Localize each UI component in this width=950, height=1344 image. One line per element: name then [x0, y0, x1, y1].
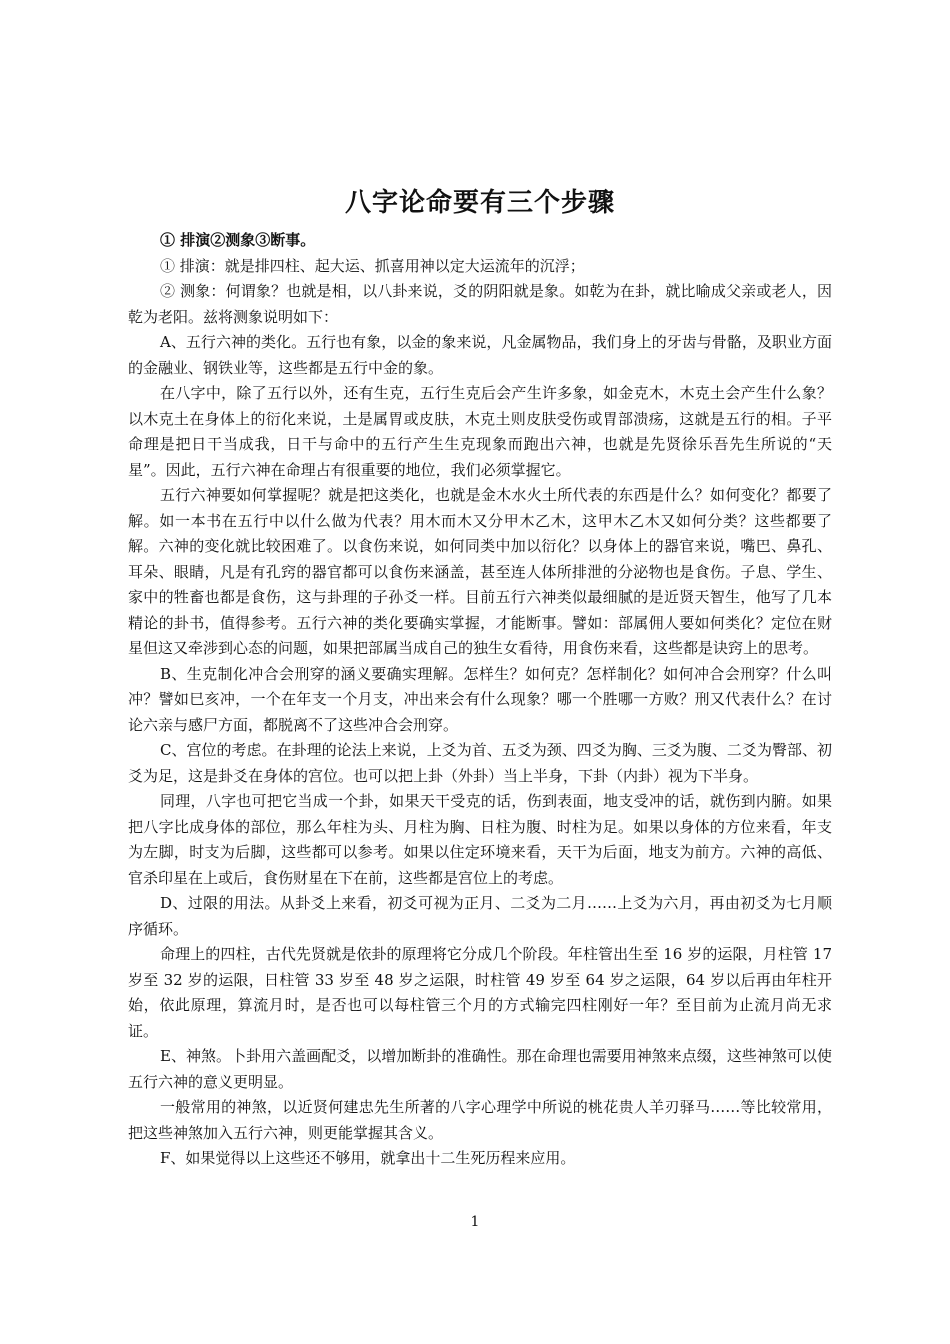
paragraph-paiyan: ① 排演：就是排四柱、起大运、抓喜用神以定大运流年的沉浮；: [160, 256, 585, 275]
paragraph-sizhu-yunxian: 命理上的四柱，古代先贤就是依卦的原理将它分成几个阶段。年柱管出生至 16 岁的运限，月柱管 17 岁至 32 岁的运限，日柱管 33 岁至 48 岁之运限，时柱管 49 岁至 64 岁之运限，64 岁以后再由年柱开始，依此原理，算流月时，是否也可以每柱管三个月的方式输完四柱刚好一年？至目前为止流月尚无求证。: [128, 945, 832, 1040]
paragraph-section-c: C、宫位的考虑。在卦理的论法上来说，上爻为首、五爻为颈、四爻为胸、三爻为腹、二爻为臀部、初爻为足，这是卦爻在身体的宫位。也可以把上卦（外卦）当上半身，下卦（内卦）视为下半身。: [128, 741, 832, 785]
paragraph-steps-summary: ① 排演②测象③断事。: [160, 231, 316, 249]
page-body: [128, 183, 832, 1172]
paragraph-section-a: A、五行六神的类化。五行也有象，以金的象来说，凡金属物品，我们身上的牙齿与骨骼，及职业方面的金融业、钢铁业等，这些都是五行中金的象。: [128, 333, 832, 377]
paragraph-liushen-lei: 五行六神要如何掌握呢？就是把这类化，也就是金木水火土所代表的东西是什么？如何变化？都要了解。如一本书在五行中以什么做为代表？用木而木又分甲木乙木，这甲木乙木又如何分类？这些都要了解。六神的变化就比较困难了。以食伤来说，如何同类中加以衍化？以身体上的器官来说，嘴巴、鼻孔、耳朵、眼睛，凡是有孔窍的器官都可以食伤来涵盖，甚至连人体所排泄的分泌物也是食伤。子息、学生、家中的牲畜也都是食伤，这与卦理的子孙爻一样。目前五行六神类似最细腻的是近贤天智生，他写了几本精论的卦书，值得参考。五行六神的类化要确实掌握，才能断事。譬如：部属佣人要如何类化？定位在财星但这又牵涉到心态的问题，如果把部属当成自己的独生女看待，用食伤来看，这些都是诀窍上的思考。: [128, 486, 832, 657]
paragraph-section-b: B、生克制化冲合会刑穿的涵义要确实理解。怎样生？如何克？怎样制化？如何冲合会刑穿？什么叫冲？譬如巳亥冲，一个在年支一个月支，冲出来会有什么现象？哪一个胜哪一方败？刑又代表什么？在讨论六亲与感尸方面，都脱离不了这些冲合会刑穿。: [128, 664, 832, 734]
paragraph-cexiang: ② 测象：何谓象？也就是相，以八卦来说，爻的阴阳就是象。如乾为在卦，就比喻成父亲或老人，因乾为老阳。兹将测象说明如下：: [128, 282, 832, 326]
page-number: 1: [470, 1214, 480, 1230]
paragraph-section-f: F、如果觉得以上这些还不够用，就拿出十二生死历程来应用。: [160, 1149, 576, 1167]
paragraph-section-e: E、神煞。卜卦用六盖画配爻，以增加断卦的准确性。那在命理也需要用神煞来点缀，这些神煞可以使五行六神的意义更明显。: [128, 1047, 832, 1091]
paragraph-gongwei: 同理，八字也可把它当成一个卦，如果天干受克的话，伤到表面，地支受冲的话，就伤到内腑。如果把八字比成身体的部位，那么年柱为头、月柱为胸、日柱为腹、时柱为足。如果以身体的方位来看，年支为左脚，时支为后脚，这些都可以参考。如果以住定环境来看，天干为后面，地支为前方。六神的高低、官杀印星在上或后，食伤财星在下在前，这些都是宫位上的考虑。: [128, 792, 832, 887]
page-title: 八字论命要有三个步骤: [344, 188, 615, 218]
paragraph-section-d: D、过限的用法。从卦爻上来看，初爻可视为正月、二爻为二月……上爻为六月，再由初爻为七月顺序循环。: [128, 894, 832, 938]
paragraph-wuxing-shengke: 在八字中，除了五行以外，还有生克，五行生克后会产生许多象，如金克木，木克土会产生什么象？以木克土在身体上的衍化来说，土是属胃或皮肤，木克土则皮肤受伤或胃部溃疡，这就是五行的相。子平命理是把日干当成我，日干与命中的五行产生生克现象而跑出六神，也就是先贤徐乐吾先生所说的“天星”。因此，五行六神在命理占有很重要的地位，我们必须掌握它。: [128, 384, 832, 479]
paragraph-shensha: 一般常用的神煞，以近贤何建忠先生所著的八字心理学中所说的桃花贵人羊刃驿马……等比较常用，把这些神煞加入五行六神，则更能掌握其含义。: [128, 1098, 832, 1142]
